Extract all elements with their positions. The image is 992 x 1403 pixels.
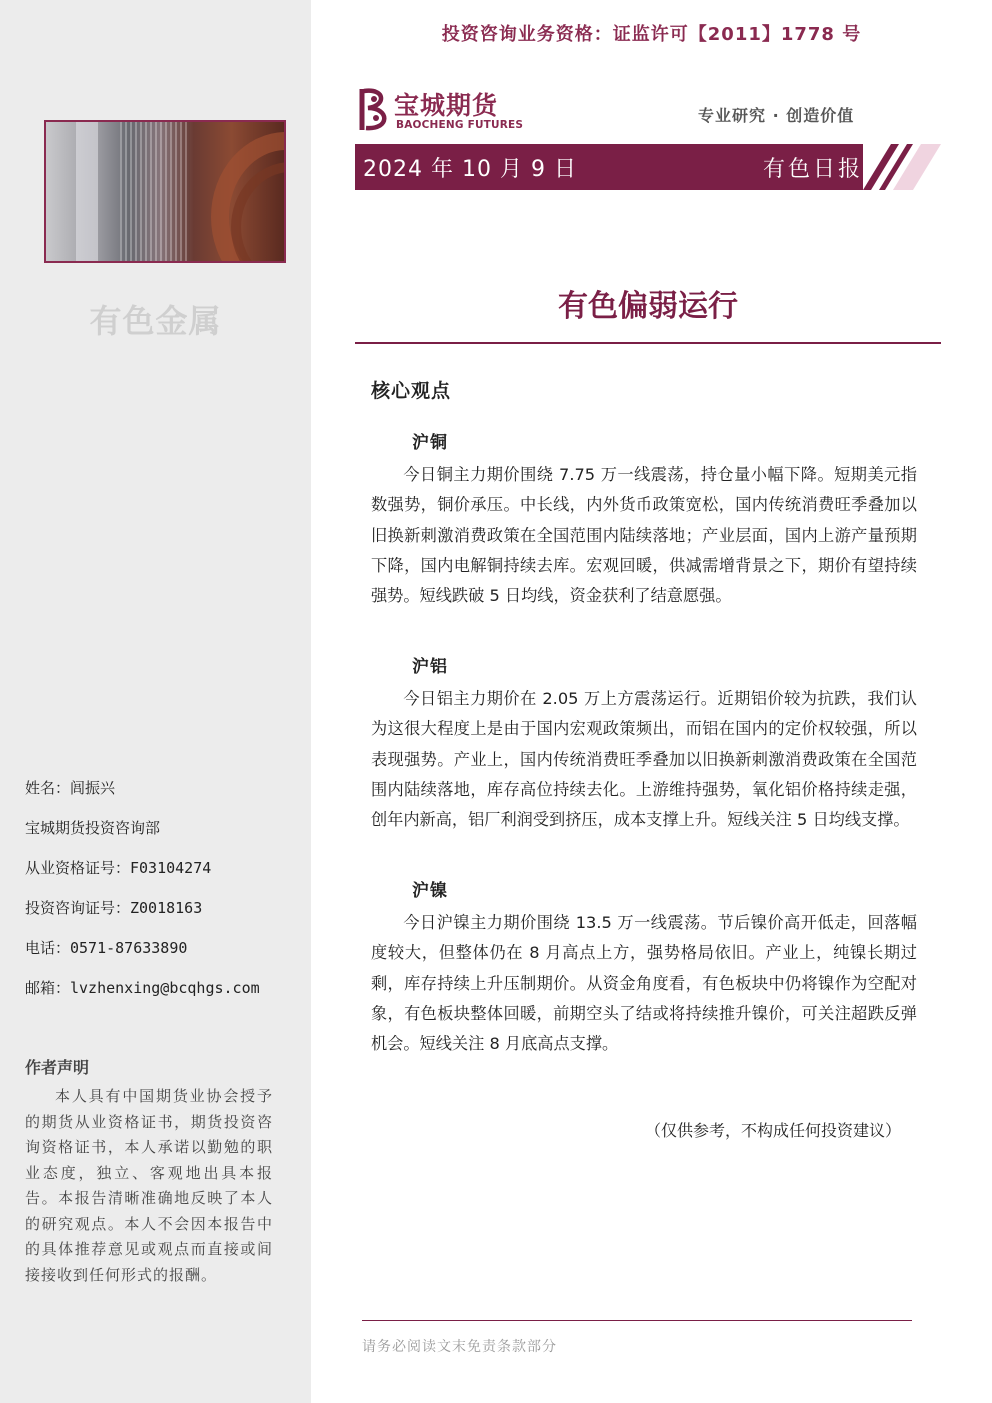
analyst-license: 从业资格证号：F03104274 <box>25 859 212 877</box>
section-title-nickel: 沪镍 <box>412 881 448 901</box>
analyst-phone: 电话：0571-87633890 <box>25 939 188 957</box>
logo-text-cn: 宝城期货 <box>394 91 499 120</box>
declaration-title: 作者声明 <box>25 1058 90 1077</box>
report-date: 2024 年 10 月 9 日 <box>363 157 577 182</box>
declaration-body: 本人具有中国期货业协会授予的期货从业资格证书，期货投资咨询资格证书，本人承诺以勤勉的职业态度，独立、客观地出具本报告。本报告清晰准确地反映了本人的研究观点。本人不会因本报告中的具体推荐意见或观点而直接或间接接收到任何形式的报酬。 <box>25 1087 273 1284</box>
core-view-title: 核心观点 <box>371 380 452 402</box>
headline: 有色偏弱运行 <box>558 289 738 324</box>
report-name: 有色日报 <box>762 157 863 182</box>
banner-stripes-decoration <box>855 144 945 190</box>
report-banner <box>355 144 863 190</box>
section-text-nickel: 今日沪镍主力期价围绕 13.5 万一线震荡。节后镍价高开低走，回落幅度较大，但整体仍在 8 月高点上方，强势格局依旧。产业上，纯镍长期过剩，库存持续上升压制期价。从资金角度看，有色板块中仍将镍作为空配对象，有色板块整体回暖，前期空头了结或将持续推升镍价，可关注超跌反弹机会。短线关注 8 月底高点支撑。 <box>371 913 917 1054</box>
reference-note: （仅供参考，不构成任何投资建议） <box>645 1121 902 1140</box>
company-logo <box>356 86 526 134</box>
analyst-consult-license: 投资咨询证号：Z0018163 <box>25 899 203 917</box>
sidebar <box>0 0 311 1403</box>
analyst-name: 姓名：闾振兴 <box>25 779 116 797</box>
analyst-email[interactable]: 邮箱：lvzhenxing@bcqhgs.com <box>25 979 260 997</box>
section-title-aluminum: 沪铝 <box>412 657 448 677</box>
analyst-dept: 宝城期货投资咨询部 <box>25 819 161 837</box>
section-title-copper: 沪铜 <box>412 433 448 453</box>
analyst-contact <box>25 776 260 1016</box>
headline-divider <box>355 342 941 344</box>
logo-icon <box>356 86 392 132</box>
footer-divider <box>362 1320 912 1321</box>
slogan: 专业研究 · 创造价值 <box>698 106 855 125</box>
license-line: 投资咨询业务资格：证监许可【2011】1778 号 <box>441 24 862 45</box>
section-text-aluminum: 今日铝主力期价在 2.05 万上方震荡运行。近期铝价较为抗跌，我们认为这很大程度上是由于国内宏观政策频出，而铝在国内的定价权较强，所以表现强势。产业上，国内传统消费旺季叠加以旧换新刺激消费政策在全国范围内陆续落地，库存高位持续去化。上游维持强势，氧化铝价格持续走强，创年内新高，铝厂利润受到挤压，成本支撑上升。短线关注 5 日均线支撑。 <box>371 689 917 830</box>
logo-text-en: BAOCHENG FUTURES <box>396 119 524 131</box>
section-text-copper: 今日铜主力期价围绕 7.75 万一线震荡，持仓量小幅下降。短期美元指数强势，铜价承压。中长线，内外货币政策宽松，国内传统消费旺季叠加以旧换新刺激消费政策在全国范围内陆续落地；产业层面，国内上游产量预期下降，国内电解铜持续去库。宏观回暖，供减需增背景之下，期价有望持续强势。短线跌破 5 日均线，资金获利了结意愿强。 <box>371 465 917 606</box>
sector-title: 有色金属 <box>89 302 222 340</box>
copper-coil-image <box>44 120 286 263</box>
footer-disclaimer-link: 请务必阅读文末免责条款部分 <box>362 1339 557 1355</box>
